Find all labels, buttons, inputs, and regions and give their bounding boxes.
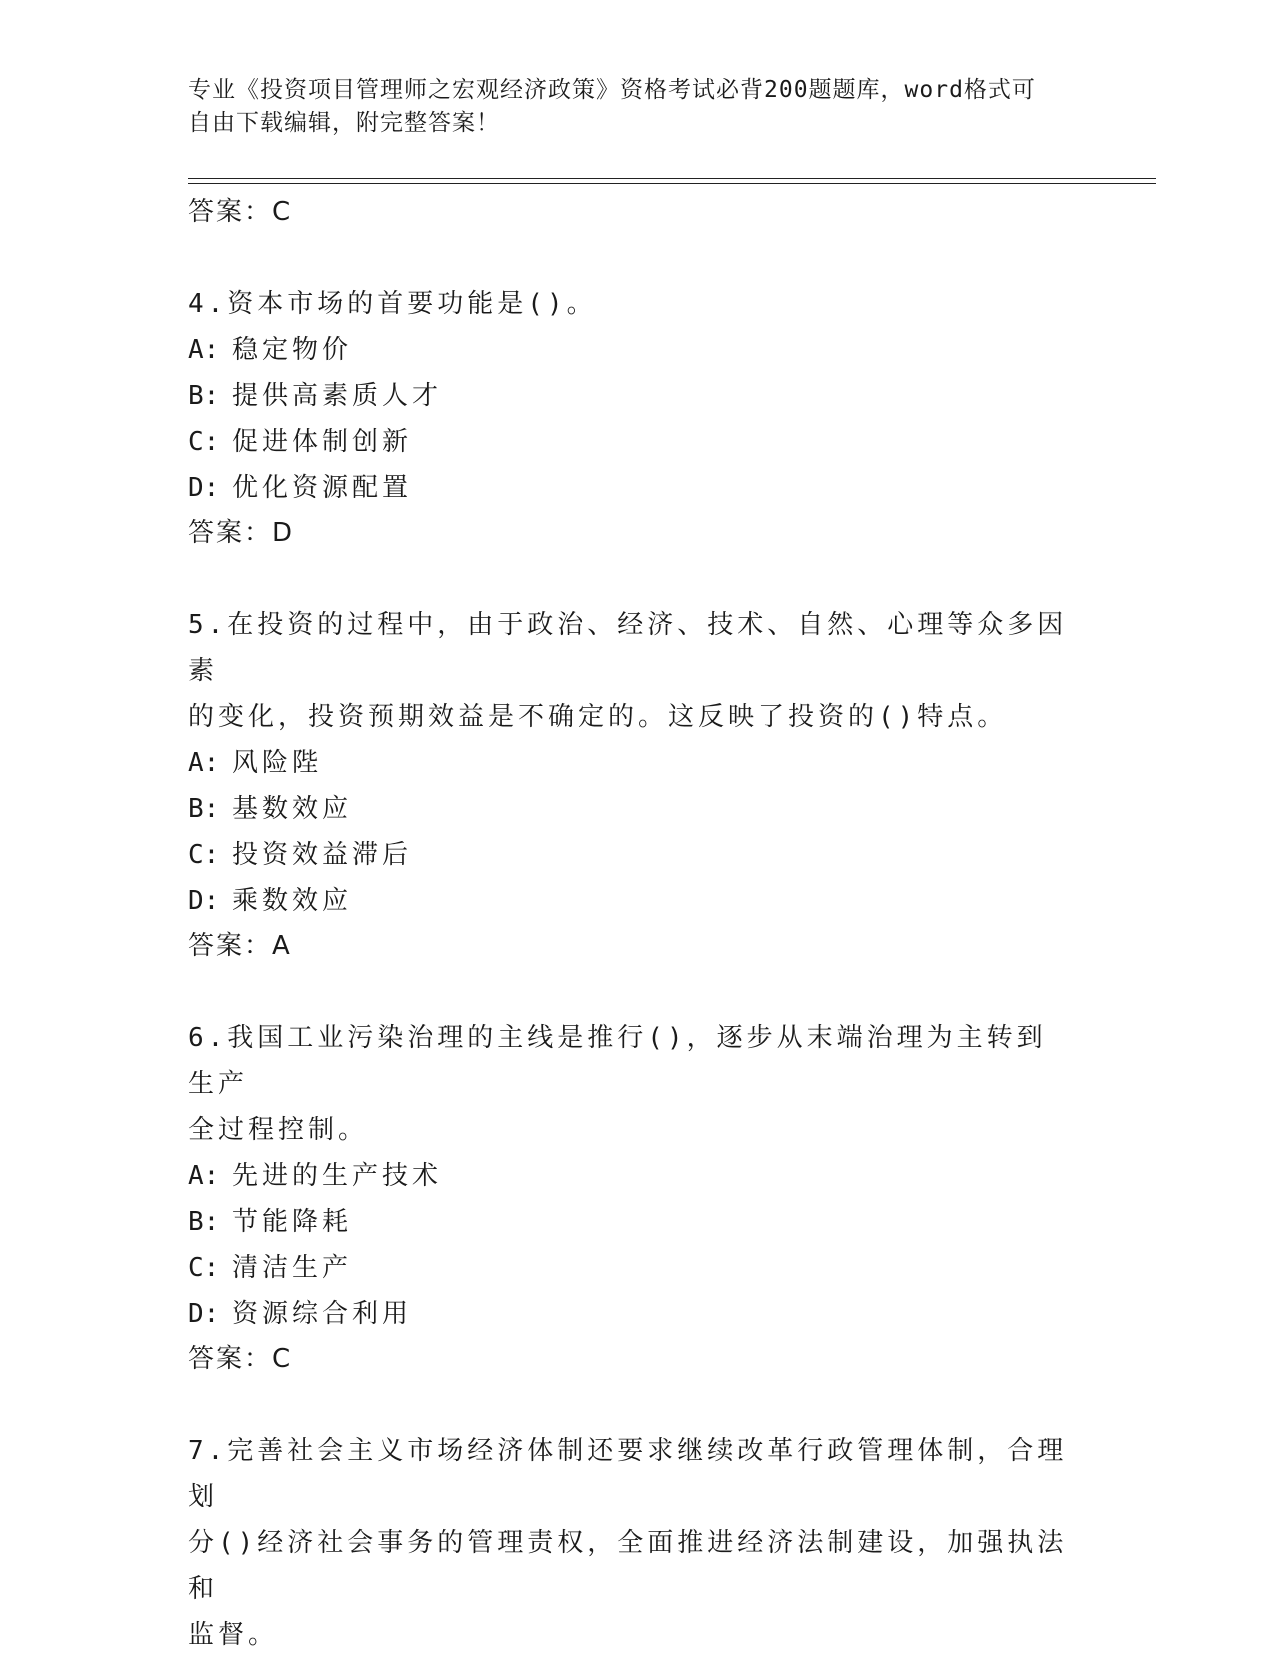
answer-line: 答案：C [188, 1344, 293, 1374]
option-letter: C: [188, 1253, 220, 1283]
document-body [188, 190, 1068, 1658]
option-letter: C: [188, 427, 220, 457]
option-text: 乘数效应 [232, 886, 353, 916]
question-text: 5.在投资的过程中，由于政治、经济、技术、自然、心理等众多因素 [188, 610, 1068, 686]
option-letter: B: [188, 1207, 220, 1237]
option-letter: A: [188, 1161, 220, 1191]
question-block [188, 1428, 1068, 1658]
question-block [188, 1015, 1068, 1382]
option-a [188, 1153, 1068, 1199]
question-text: 6.我国工业污染治理的主线是推行()，逐步从末端治理为主转到生产 [188, 1023, 1047, 1099]
question-block [188, 602, 1068, 969]
option-d [188, 1291, 1068, 1337]
question-text: 监督。 [188, 1620, 279, 1650]
option-letter: D: [188, 473, 220, 503]
option-text: 节能降耗 [232, 1207, 353, 1237]
header-line-1: 专业《投资项目管理师之宏观经济政策》资格考试必背200题题库，word格式可 [188, 77, 1036, 103]
answer-line: 答案：D [188, 518, 295, 548]
answer-line: 答案：C [188, 197, 293, 227]
header-line-2: 自由下载编辑，附完整答案！ [188, 110, 500, 136]
option-b [188, 786, 1068, 832]
document-header [188, 74, 1068, 140]
question-text: 分()经济社会事务的管理责权，全面推进经济法制建设，加强执法和 [188, 1528, 1068, 1604]
option-letter: A: [188, 335, 220, 365]
question-block [188, 281, 1068, 556]
question-text: 的变化，投资预期效益是不确定的。这反映了投资的()特点。 [188, 702, 1008, 732]
option-text: 投资效益滞后 [232, 840, 413, 870]
question-text: 7.完善社会主义市场经济体制还要求继续改革行政管理体制，合理划 [188, 1436, 1068, 1512]
question-text: 全过程控制。 [188, 1115, 369, 1145]
option-text: 资源综合利用 [232, 1299, 413, 1329]
option-letter: C: [188, 840, 220, 870]
option-c [188, 419, 1068, 465]
option-letter: B: [188, 794, 220, 824]
option-letter: D: [188, 886, 220, 916]
option-text: 稳定物价 [232, 335, 353, 365]
option-letter: A: [188, 748, 220, 778]
option-b [188, 1199, 1068, 1245]
option-letter: D: [188, 1299, 220, 1329]
option-letter: B: [188, 381, 220, 411]
answer-line: 答案：A [188, 931, 292, 961]
option-c [188, 1245, 1068, 1291]
option-d [188, 465, 1068, 511]
option-text: 促进体制创新 [232, 427, 413, 457]
option-text: 清洁生产 [232, 1253, 353, 1283]
option-text: 提供高素质人才 [232, 381, 443, 411]
option-a [188, 740, 1068, 786]
option-b [188, 373, 1068, 419]
header-divider-bottom [188, 183, 1156, 184]
header-divider-top [188, 178, 1156, 179]
question-text: 4.资本市场的首要功能是()。 [188, 289, 597, 319]
option-d [188, 878, 1068, 924]
option-text: 优化资源配置 [232, 473, 413, 503]
option-text: 风险陛 [232, 748, 323, 778]
option-a [188, 327, 1068, 373]
option-c [188, 832, 1068, 878]
option-text: 先进的生产技术 [232, 1161, 443, 1191]
option-text: 基数效应 [232, 794, 353, 824]
